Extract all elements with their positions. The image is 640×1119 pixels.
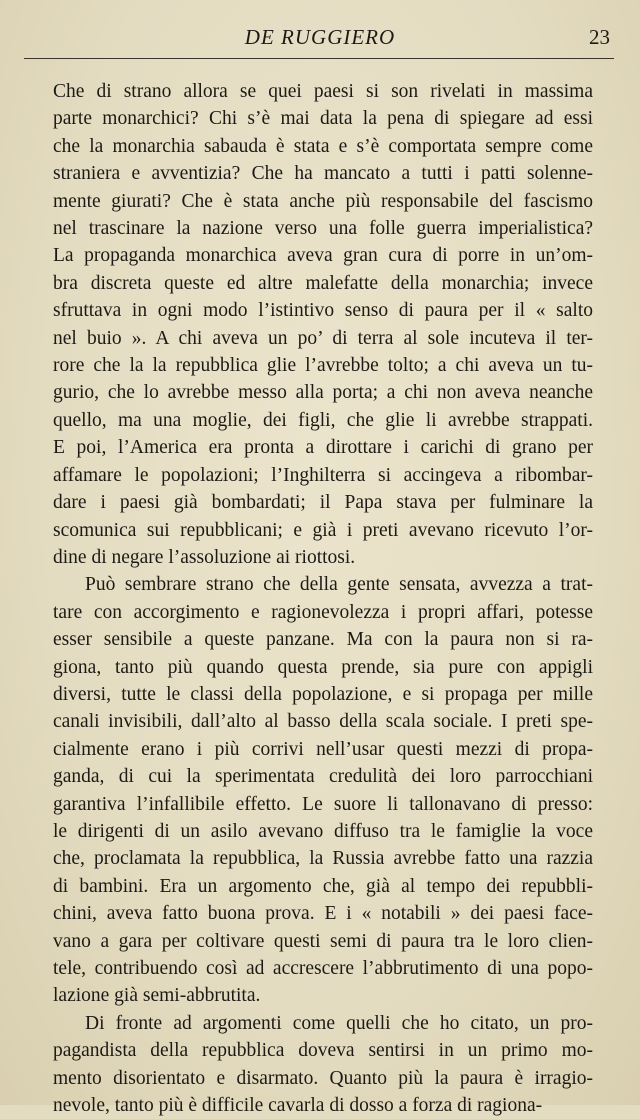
body-text [53,78,593,1119]
text-line: scomunica sui repubblicani; e già i preti avevano ricevuto l’or- [53,519,593,541]
text-line: gurio, che lo avrebbe messo alla porta; a chi non aveva neanche [53,382,593,404]
text-line: nel trascinare la nazione verso una folle guerra imperialistica? [53,218,593,240]
text-line: lazione già semi-abbrutita. [53,985,261,1007]
page-header [30,22,610,52]
text-line: bra discreta queste ed altre malefatte della monarchia; invece [53,272,593,294]
text-line: che, proclamata la repubblica, la Russia avrebbe fatto una razzia [53,848,593,870]
text-line: dare i paesi già bombardati; il Papa stava per fulminare la [53,492,593,514]
text-line: di bambini. Era un argomento che, già al tempo dei repubbli- [53,875,593,897]
paragraph [53,571,593,1010]
paragraph [53,78,593,571]
text-line: vano a gara per coltivare questi semi di paura tra le loro clien- [53,930,593,952]
text-line: affamare le popolazioni; l’Inghilterra si accingeva a ribombar- [53,464,593,486]
text-line: chini, aveva fatto buona prova. E i « notabili » dei paesi face- [53,903,593,925]
text-line: cialmente erano i più corrivi nell’usar questi mezzi di propa- [53,738,593,760]
text-line: giona, tanto più quando questa prende, sia pure con appigli [53,656,593,678]
paragraph [53,1010,593,1119]
text-line: straniera e avventizia? Che ha mancato a tutti i patti solenne- [53,163,593,185]
text-line: quello, ma una moglie, dei figli, che glie li avrebbe strappati. [53,409,593,431]
text-line: mento disorientato e disarmato. Quanto più la paura è irragio- [53,1067,593,1089]
text-line: Di fronte ad argomenti come quelli che ho citato, un pro- [85,1012,593,1034]
text-line: nel buio ». A chi aveva un po’ di terra al sole incuteva il ter- [53,327,593,349]
text-line: tare con accorgimento e ragionevolezza i propri affari, potesse [53,601,593,623]
text-line: tele, contribuendo così ad accrescere l’abbrutimento di una popo- [53,958,593,979]
text-line: diversi, tutte le classi della popolazione, e si propaga per mille [53,683,593,705]
text-line: nevole, tanto più è difficile cavarla di dosso a forza di ragiona- [53,1095,543,1117]
running-head: DE RUGGIERO [244,25,396,49]
text-line: le dirigenti di un asilo avevano diffuso tra le famiglie la voce [53,820,593,842]
text-line: esser sensibile a queste panzane. Ma con la paura non si ra- [53,629,593,651]
text-line: La propaganda monarchica aveva gran cura di porre in un’om- [53,245,593,267]
text-line: sfruttava in ogni modo l’istintivo senso di paura per il « salto [53,300,593,322]
text-line: mente giurati? Che è stata anche più responsabile del fascismo [53,190,593,212]
text-line: Che di strano allora se quei paesi si son rivelati in massima [53,81,593,102]
text-line: Può sembrare strano che della gente sensata, avvezza a trat- [85,574,593,596]
text-line: E poi, l’America era pronta a dirottare i carichi di grano per [53,437,593,459]
text-line: garantiva l’infallibile effetto. Le suore li tallonavano di presso: [53,793,593,815]
text-line: dine di negare l’assoluzione ai riottosi. [53,546,356,568]
text-line: rore che la la repubblica glie l’avrebbe tolto; a chi aveva un tu- [53,355,593,377]
text-line: che la monarchia sabauda è stata e s’è comportata sempre come [53,135,593,157]
text-line: ganda, di cui la sperimentata credulità dei loro parrocchiani [53,766,593,788]
page-number: 23 [589,25,610,49]
text-line: canali invisibili, dall’alto al basso della scala sociale. I preti spe- [53,711,593,733]
text-line: parte monarchici? Chi s’è mai data la pena di spiegare ad essi [53,108,593,130]
header-rule [24,58,614,59]
text-line: pagandista della repubblica doveva sentirsi in un primo mo- [53,1040,593,1062]
